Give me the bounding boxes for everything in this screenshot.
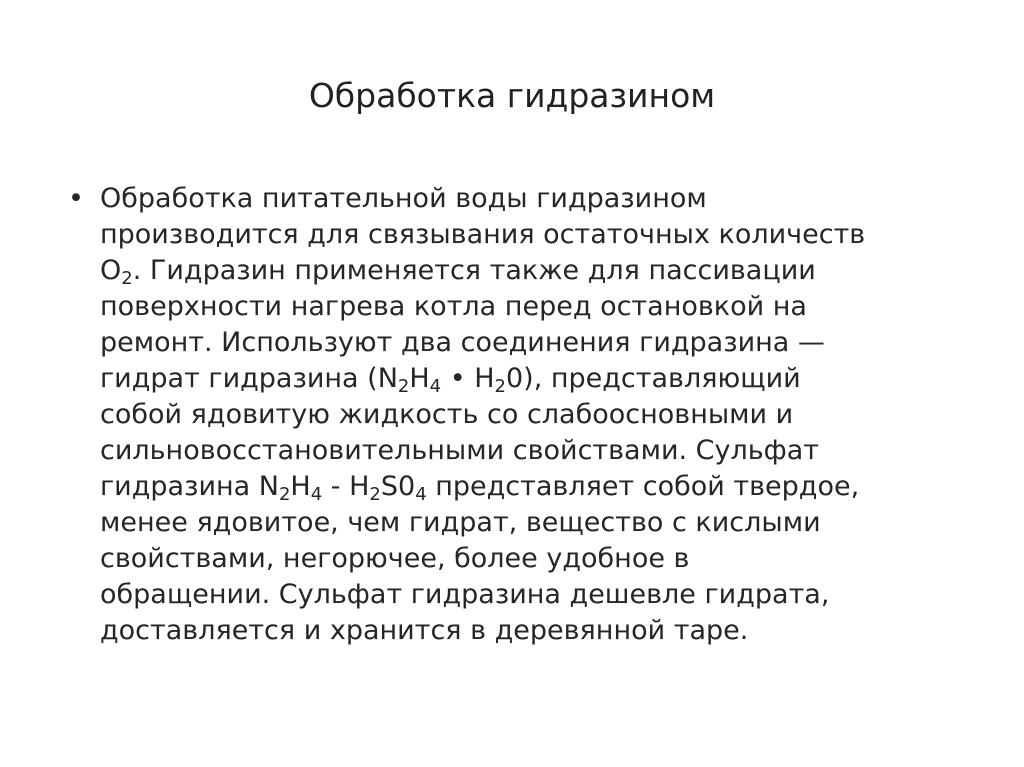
text-run: ремонт. Используют два соединения гидразина — bbox=[100, 327, 825, 358]
subscript: 4 bbox=[429, 376, 442, 397]
text-run: . Гидразин применяется также для пассивации bbox=[132, 255, 816, 286]
text-line bbox=[100, 433, 968, 469]
bullet-item bbox=[68, 181, 968, 649]
text-run: поверхности нагрева котла перед остановкой на bbox=[100, 291, 807, 322]
text-run: доставляется и хранится в деревянной таре. bbox=[100, 615, 749, 646]
text-line bbox=[100, 289, 968, 325]
subscript: 4 bbox=[310, 484, 323, 505]
text-run: представляет собой твердое, bbox=[426, 471, 860, 502]
text-run: гидрат гидразина (N bbox=[100, 363, 398, 394]
text-run: обращении. Сульфат гидразина дешевле гидрата, bbox=[100, 579, 830, 610]
text-line bbox=[100, 217, 968, 253]
subscript: 2 bbox=[397, 376, 410, 397]
text-line bbox=[100, 469, 968, 505]
text-run: H bbox=[409, 363, 430, 394]
text-run: - H bbox=[322, 471, 370, 502]
subscript: 2 bbox=[494, 376, 506, 397]
text-line bbox=[100, 181, 968, 217]
text-run: S0 bbox=[380, 471, 416, 502]
text-line bbox=[100, 577, 968, 613]
text-run: 0), представляющий bbox=[505, 363, 801, 394]
text-run: гидразина N bbox=[100, 471, 279, 502]
text-run: менее ядовитое, чем гидрат, вещество с кислыми bbox=[100, 507, 821, 538]
subscript: 4 bbox=[415, 484, 427, 505]
bullet-list bbox=[68, 181, 968, 649]
text-line bbox=[100, 505, 968, 541]
text-run: H bbox=[290, 471, 311, 502]
text-line bbox=[100, 541, 968, 577]
text-run: O bbox=[100, 255, 122, 286]
text-line bbox=[100, 361, 968, 397]
text-line bbox=[100, 325, 968, 361]
text-line bbox=[100, 397, 968, 433]
text-run: производится для связывания остаточных количеств bbox=[100, 219, 866, 250]
text-run: свойствами, негорючее, более удобное в bbox=[100, 543, 690, 574]
text-run: • H bbox=[441, 363, 495, 394]
subscript: 2 bbox=[369, 484, 381, 505]
subscript: 2 bbox=[278, 484, 291, 505]
slide-title: Обработка гидразином bbox=[308, 76, 716, 115]
subscript: 2 bbox=[121, 268, 133, 289]
bullet-marker: • bbox=[68, 183, 84, 214]
text-run: сильновосстановительными свойствами. Сульфат bbox=[100, 435, 820, 466]
bullet-text bbox=[100, 181, 968, 649]
text-run: Обработка питательной воды гидразином bbox=[100, 183, 707, 214]
text-run: собой ядовитую жидкость со слабоосновными и bbox=[100, 399, 794, 430]
text-line bbox=[100, 613, 968, 649]
text-line bbox=[100, 253, 968, 289]
